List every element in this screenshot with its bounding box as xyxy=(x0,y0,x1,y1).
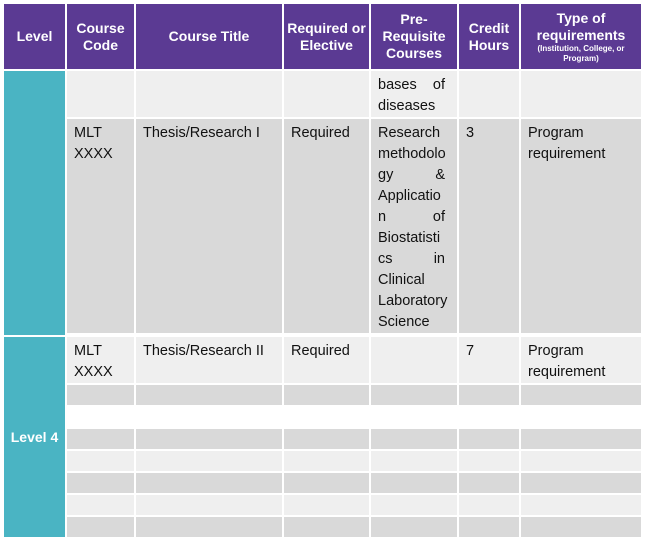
level-cell: Level 4 xyxy=(4,337,65,537)
required-cell xyxy=(284,71,369,117)
header-required-elective: Required or Elective xyxy=(284,4,369,69)
prereq-word: bases xyxy=(378,77,417,93)
credit-cell xyxy=(459,71,519,117)
prereq-word: n of xyxy=(378,209,445,225)
table-row xyxy=(4,71,641,117)
empty-row xyxy=(4,451,641,471)
level-cell-blank xyxy=(4,71,65,335)
header-type-of-requirements xyxy=(521,4,641,69)
header-credit-hours: Credit Hours xyxy=(459,4,519,69)
prereq-word: Biostatisti xyxy=(378,230,441,246)
header-prerequisite: Pre-Requisite Courses xyxy=(371,4,457,69)
course-code-cell: MLT XXXX xyxy=(67,337,134,383)
header-type-sublabel: (Institution, College, or Program) xyxy=(537,43,625,63)
empty-row xyxy=(4,407,641,427)
prereq-word: Clinical xyxy=(378,272,425,288)
type-cell: Program requirement xyxy=(521,337,641,383)
empty-row xyxy=(4,495,641,515)
header-course-title: Course Title xyxy=(136,4,282,69)
prereq-word: Laboratory xyxy=(378,293,448,309)
empty-row xyxy=(4,473,641,493)
prereq-word: diseases xyxy=(378,98,436,114)
course-code-cell xyxy=(67,71,134,117)
prerequisite-cell xyxy=(371,119,457,333)
course-title-cell: Thesis/Research I xyxy=(136,119,282,333)
header-level: Level xyxy=(4,4,65,69)
table-row xyxy=(4,337,641,383)
required-cell: Required xyxy=(284,119,369,333)
prerequisite-cell xyxy=(371,71,457,117)
empty-row xyxy=(4,517,641,537)
course-title-cell: Thesis/Research II xyxy=(136,337,282,383)
table-row xyxy=(4,119,641,333)
empty-row xyxy=(4,429,641,449)
course-table xyxy=(2,2,643,539)
course-title-cell xyxy=(136,71,282,117)
prereq-word: methodolo xyxy=(378,146,446,162)
prereq-word: gy & xyxy=(378,167,445,183)
prereq-word: Applicatio xyxy=(378,188,441,204)
empty-row xyxy=(4,385,641,405)
prerequisite-cell xyxy=(371,337,457,383)
header-type-label: Type of requirements xyxy=(536,9,626,43)
header-course-code: Course Code xyxy=(67,4,134,69)
required-cell: Required xyxy=(284,337,369,383)
credit-cell: 3 xyxy=(459,119,519,333)
header-row xyxy=(4,4,641,69)
type-cell xyxy=(521,71,641,117)
prereq-word: of xyxy=(432,77,445,93)
prereq-word: cs in xyxy=(378,251,445,267)
course-code-cell: MLT XXXX xyxy=(67,119,134,333)
prereq-word: Research xyxy=(378,125,441,141)
prereq-word: Science xyxy=(378,314,430,330)
credit-cell: 7 xyxy=(459,337,519,383)
type-cell: Program requirement xyxy=(521,119,641,333)
